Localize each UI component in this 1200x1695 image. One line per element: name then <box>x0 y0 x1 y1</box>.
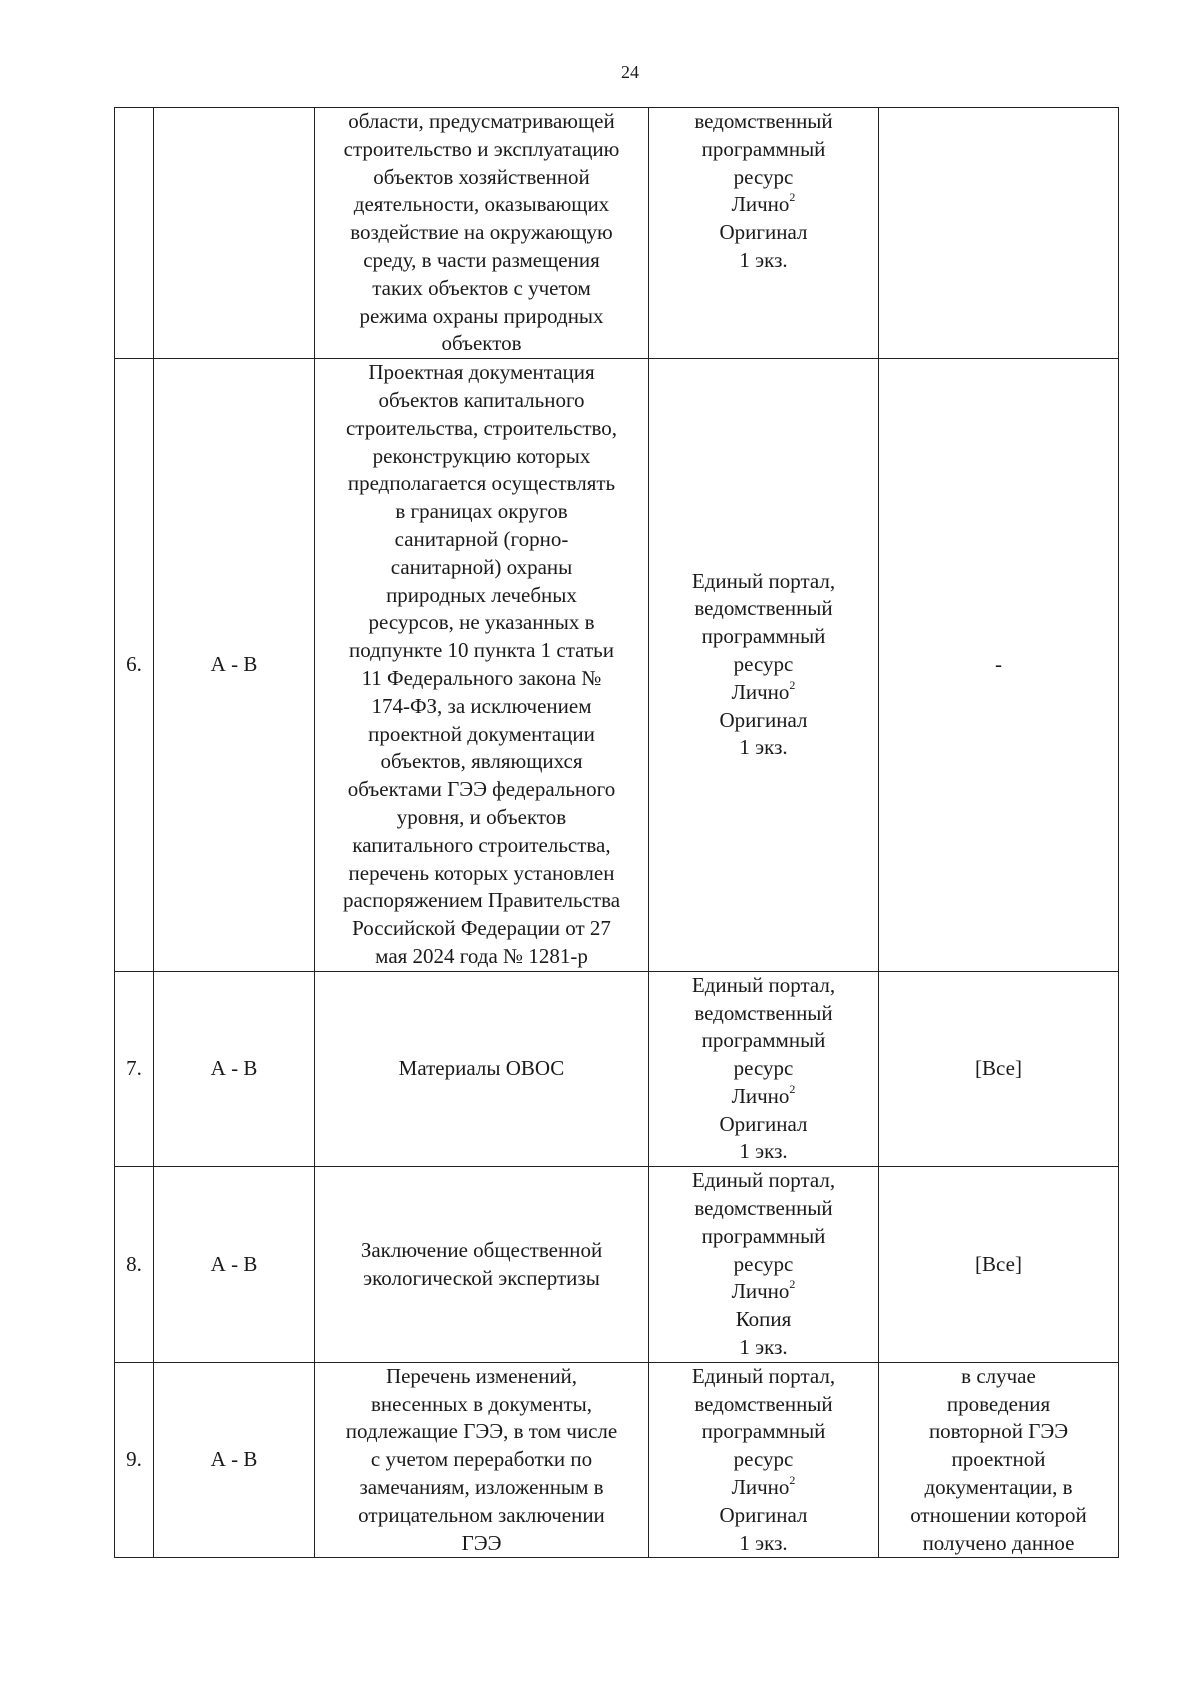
row-number <box>115 359 154 972</box>
document-line: 11 Федерального закона № <box>361 665 602 690</box>
footnote-mark: 2 <box>789 190 796 205</box>
format-line: Лично <box>731 679 790 704</box>
format-line: Лично <box>731 1279 790 1304</box>
condition-line: [Все] <box>975 1056 1022 1081</box>
document-line: объектов капитального <box>378 387 585 412</box>
category-text: А - В <box>210 1251 258 1276</box>
document-line: отрицательном заключении <box>358 1502 605 1527</box>
document-line: капитального строительства, <box>352 832 611 857</box>
document-line: таких объектов с учетом <box>372 275 591 300</box>
format-line: ведомственный <box>694 109 833 133</box>
document-line: проектной документации <box>368 721 595 746</box>
document-line: объектов, являющихся <box>380 749 583 774</box>
document-line: внесенных в документы, <box>370 1391 593 1416</box>
condition-line: повторной ГЭЭ <box>928 1419 1069 1444</box>
format-line: Оригинал <box>719 707 808 732</box>
format-line: Единый портал, <box>691 1168 836 1193</box>
condition-line: отношении которой <box>910 1502 1087 1527</box>
category-text: А - В <box>210 652 258 677</box>
submission-format <box>649 1167 879 1363</box>
document-line: ресурсов, не указанных в <box>368 610 595 635</box>
condition <box>879 971 1119 1167</box>
table-row <box>115 1362 1119 1558</box>
document-line: ГЭЭ <box>461 1530 502 1555</box>
submission-format <box>649 108 879 359</box>
table-row <box>115 1167 1119 1363</box>
document-line: распоряжением Правительства <box>342 888 621 913</box>
row-number-text: 6. <box>126 652 142 677</box>
footnote-mark: 2 <box>789 1277 796 1292</box>
row-number-text: 7. <box>126 1056 142 1081</box>
document-line: Российской Федерации от 27 <box>352 916 611 941</box>
document-line: замечаниям, изложенным в <box>359 1475 604 1500</box>
document-line: воздействие на окружающую <box>350 220 613 245</box>
document-line: деятельности, оказывающих <box>353 192 610 217</box>
condition-line: получено данное <box>922 1530 1075 1555</box>
document-line: предполагается осуществлять <box>347 471 616 496</box>
submission-format <box>649 1362 879 1558</box>
document-line: Заключение общественной <box>360 1237 603 1262</box>
document-description <box>315 359 649 972</box>
table-row <box>115 971 1119 1167</box>
format-line: ведомственный <box>694 596 833 621</box>
format-line: ресурс <box>733 1447 794 1472</box>
document-line: строительство и эксплуатацию <box>343 136 620 161</box>
document-line: подлежащие ГЭЭ, в том числе <box>345 1419 618 1444</box>
condition-line: - <box>995 652 1002 677</box>
row-category <box>154 1362 315 1558</box>
condition-line: проектной <box>951 1447 1046 1472</box>
document-line: мая 2024 года № 1281-р <box>375 943 588 968</box>
document-line: в границах округов <box>395 499 568 524</box>
row-category <box>154 359 315 972</box>
submission-format <box>649 971 879 1167</box>
condition <box>879 1167 1119 1363</box>
document-line: перечень которых установлен <box>348 860 615 885</box>
footnote-mark: 2 <box>789 677 796 692</box>
condition <box>879 359 1119 972</box>
footnote-mark: 2 <box>789 1473 796 1488</box>
format-line: программный <box>701 1419 826 1444</box>
format-line: Оригинал <box>719 1111 808 1136</box>
format-line: ведомственный <box>694 1391 833 1416</box>
format-line: ресурс <box>733 652 794 677</box>
documents-table <box>114 107 1119 1558</box>
footnote-mark: 2 <box>789 1081 796 1096</box>
condition-line: документации, в <box>924 1475 1073 1500</box>
category-text: А - В <box>210 1056 258 1081</box>
format-line: ведомственный <box>694 1000 833 1025</box>
document-line: подпункте 10 пункта 1 статьи <box>349 638 614 663</box>
format-line: программный <box>701 1028 826 1053</box>
format-line: программный <box>701 624 826 649</box>
document-description <box>315 1167 649 1363</box>
format-line: ресурс <box>733 164 794 189</box>
table-row <box>115 359 1119 972</box>
row-number <box>115 1362 154 1558</box>
table-row <box>115 108 1119 359</box>
format-line: Лично <box>731 1475 790 1500</box>
format-line: Оригинал <box>719 1502 808 1527</box>
document-line: объектов <box>441 331 522 356</box>
category-text: А - В <box>210 1447 258 1472</box>
document-line: санитарной (горно- <box>394 526 569 551</box>
document-line: строительства, строительство, <box>345 415 618 440</box>
row-category <box>154 971 315 1167</box>
format-line: 1 экз. <box>739 735 788 760</box>
document-line: природных лечебных <box>386 582 577 607</box>
document-line: 174-ФЗ, за исключением <box>371 693 592 718</box>
document-line: реконструкцию которых <box>372 443 591 468</box>
format-line: Оригинал <box>719 220 808 245</box>
document-line: среду, в части размещения <box>363 247 600 272</box>
condition-line: [Все] <box>975 1251 1022 1276</box>
submission-format <box>649 359 879 972</box>
row-category <box>154 1167 315 1363</box>
condition <box>879 108 1119 359</box>
format-line: Лично <box>731 192 790 217</box>
document-line: с учетом переработки по <box>370 1447 593 1472</box>
format-line: 1 экз. <box>739 1139 788 1164</box>
document-line: уровня, и объектов <box>396 804 567 829</box>
row-number <box>115 108 154 359</box>
row-number <box>115 971 154 1167</box>
format-line: 1 экз. <box>739 247 788 272</box>
condition-line: в случае <box>961 1363 1036 1388</box>
row-number <box>115 1167 154 1363</box>
row-number-text: 9. <box>126 1447 142 1472</box>
format-line: программный <box>701 1223 826 1248</box>
condition <box>879 1362 1119 1558</box>
document-line: экологической экспертизы <box>363 1265 600 1290</box>
format-line: Единый портал, <box>691 972 836 997</box>
row-number-text: 8. <box>126 1251 142 1276</box>
format-line: ведомственный <box>694 1196 833 1221</box>
document-line: Перечень изменений, <box>385 1363 578 1388</box>
document-line: области, предусматривающей <box>348 109 615 133</box>
condition-line: проведения <box>946 1391 1051 1416</box>
document-line: Материалы ОВОС <box>398 1056 565 1081</box>
page-number: 24 <box>621 62 639 82</box>
format-line: Единый портал, <box>691 1363 836 1388</box>
format-line: 1 экз. <box>739 1530 788 1555</box>
document-line: режима охраны природных <box>359 303 604 328</box>
format-line: ресурс <box>733 1251 794 1276</box>
document-description <box>315 108 649 359</box>
format-line: ресурс <box>733 1056 794 1081</box>
document-line: объектами ГЭЭ федерального <box>347 777 616 802</box>
row-category <box>154 108 315 359</box>
document-description <box>315 1362 649 1558</box>
document-description <box>315 971 649 1167</box>
format-line: 1 экз. <box>739 1335 788 1360</box>
format-line: Копия <box>735 1307 792 1332</box>
document-line: Проектная документация <box>368 360 595 385</box>
format-line: Лично <box>731 1083 790 1108</box>
format-line: программный <box>701 136 826 161</box>
format-line: Единый портал, <box>691 568 836 593</box>
document-line: санитарной) охраны <box>390 554 573 579</box>
document-line: объектов хозяйственной <box>373 164 590 189</box>
